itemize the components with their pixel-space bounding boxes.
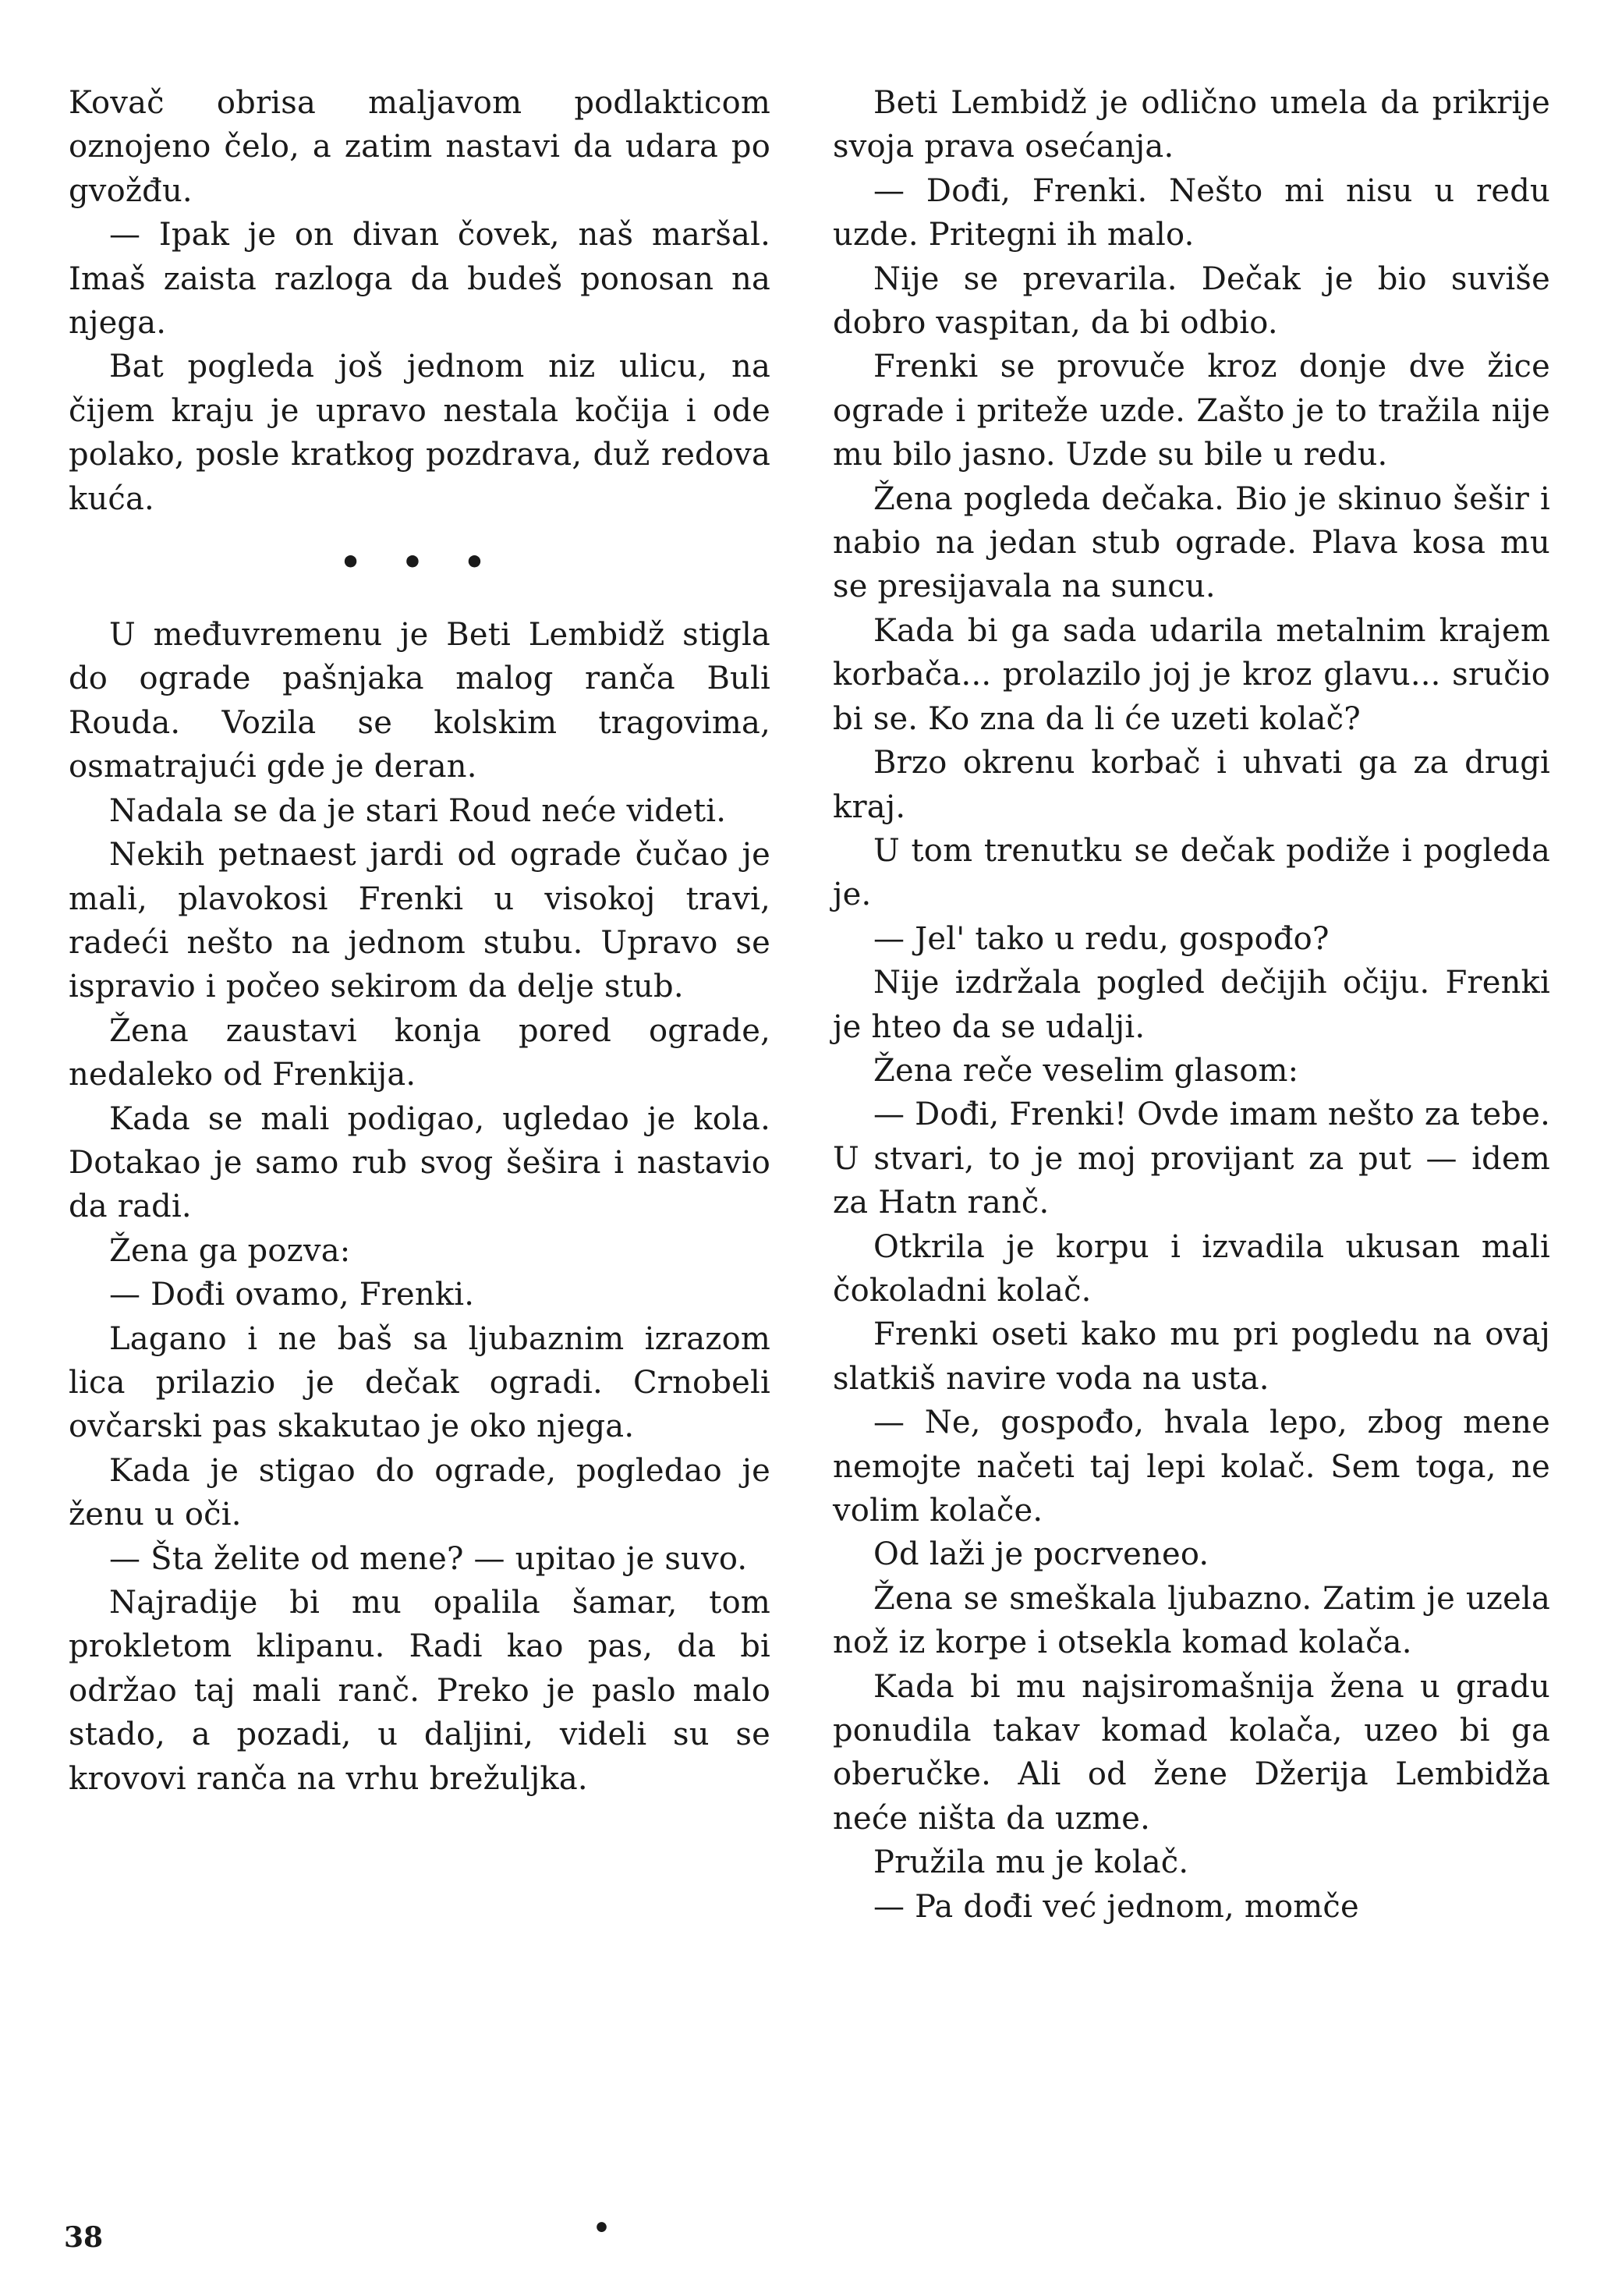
paragraph: Kada bi mu najsiromašnija žena u gradu ponudila takav komad kolača, uzeo bi ga oberučke. Ali od žene Džerija Lembidža neće ništa da uzme. <box>833 1668 1550 1837</box>
paragraph: Kada bi ga sada udarila metalnim krajem korbača... prolazilo joj je kroz glavu... sručio bi se. Ko zna da li će uzeti kolač? <box>833 612 1550 737</box>
paragraph: — Ne, gospođo, hvala lepo, zbog mene nemojte načeti taj lepi kolač. Sem toga, ne volim kolače. <box>833 1405 1550 1529</box>
paragraph: Najradije bi mu opalila šamar, tom prokletom klipanu. Radi kao pas, da bi održao taj mali ranč. Preko je paslo malo stado, a pozadi, u daljini, videli su se krovovi ranča na vrhu brežuljka. <box>69 1585 770 1797</box>
paragraph: U tom trenutku se dečak podiže i pogleda je. <box>833 832 1550 913</box>
paragraph: Brzo okrenu korbač i uhvati ga za drugi kraj. <box>833 745 1550 825</box>
paragraph: U međuvremenu je Beti Lembidž stigla do ograde pašnjaka malog ranča Buli Rouda. Vozila se kolskim tragovima, osmatrajući gde je deran. <box>69 617 770 785</box>
paragraph: Žena pogleda dečaka. Bio je skinuo šešir i nabio na jedan stub ograde. Plava kosa mu se presijavala na suncu. <box>833 480 1550 605</box>
paragraph: Kada je stigao do ograde, pogledao je ženu u oči. <box>69 1452 770 1533</box>
paragraph: — Jel' tako u redu, gospođo? <box>873 920 1330 957</box>
paragraph: Lagano i ne baš sa ljubaznim izrazom lica prilazio je dečak ogradi. Crnobeli ovčarski pas skakutao je oko njega. <box>69 1320 770 1445</box>
paragraph: — Šta želite od mene? — upitao je suvo. <box>109 1540 748 1577</box>
paragraph: Od laži je pocrveneo. <box>873 1536 1209 1573</box>
paragraph: Žena zaustavi konja pored ograde, nedaleko od Frenkija. <box>69 1012 770 1093</box>
paragraph: — Dođi, Frenki. Nešto mi nisu u redu uzde. Pritegni ih malo. <box>833 172 1550 253</box>
paragraph: Frenki se provuče kroz donje dve žice ograde i priteže uzde. Zašto je to tražila nije mu bilo jasno. Uzde su bile u redu. <box>833 349 1550 473</box>
section-separator: • • • <box>339 543 500 583</box>
paragraph: Nije se prevarila. Dečak je bio suviše dobro vaspitan, da bi odbio. <box>833 260 1550 342</box>
paragraph: — Dođi, Frenki! Ovde imam nešto za tebe. U stvari, to je moj provijant za put — idem za Hatn ranč. <box>833 1097 1550 1221</box>
paragraph: Otkrila je korpu i izvadila ukusan mali čokoladni kolač. <box>833 1228 1550 1309</box>
paragraph: Bat pogleda još jednom niz ulicu, na čijem kraju je upravo nestala kočija i ode polako, posle kratkog pozdrava, duž redova kuća. <box>69 349 770 517</box>
paragraph: Kovač obrisa maljavom podlakticom oznojeno čelo, a zatim nastavi da udara po gvožđu. <box>69 85 770 209</box>
paragraph: Žena se smeškala ljubazno. Zatim je uzela nož iz korpe i otsekla komad kolača. <box>833 1580 1550 1661</box>
paragraph: — Dođi ovamo, Frenki. <box>109 1277 475 1313</box>
paragraph: Žena reče veselim glasom: <box>873 1052 1299 1089</box>
paragraph: — Pa dođi već jednom, momče <box>873 1888 1359 1925</box>
paragraph: Nekih petnaest jardi od ograde čučao je mali, plavokosi Frenki u visokoj travi, radeći nešto na jednom stubu. Upravo se ispravio i počeo sekirom da delje stub. <box>69 837 770 1005</box>
paragraph: Pružila mu je kolač. <box>873 1844 1189 1881</box>
paragraph: Nadala se da je stari Roud neće videti. <box>109 792 727 829</box>
left-text-column <box>69 81 770 1801</box>
paragraph: Kada se mali podigao, ugledao je kola. Dotakao je samo rub svog šešira i nastavio da radi. <box>69 1100 770 1225</box>
paragraph: Beti Lembidž je odlično umela da prikrije svoja prava osećanja. <box>833 85 1550 165</box>
paragraph: — Ipak je on divan čovek, naš maršal. Imaš zaista razloga da budeš ponosan na njega. <box>69 217 770 342</box>
page-number: 38 <box>64 2221 104 2254</box>
paragraph: Žena ga pozva: <box>109 1232 351 1269</box>
paragraph: Frenki oseti kako mu pri pogledu na ovaj slatkiš navire voda na usta. <box>833 1316 1550 1397</box>
paragraph: Nije izdržala pogled dečijih očiju. Frenki je hteo da se udalji. <box>833 965 1550 1045</box>
footer-dot-mark: • <box>593 2212 611 2245</box>
right-text-column <box>833 81 1550 1929</box>
